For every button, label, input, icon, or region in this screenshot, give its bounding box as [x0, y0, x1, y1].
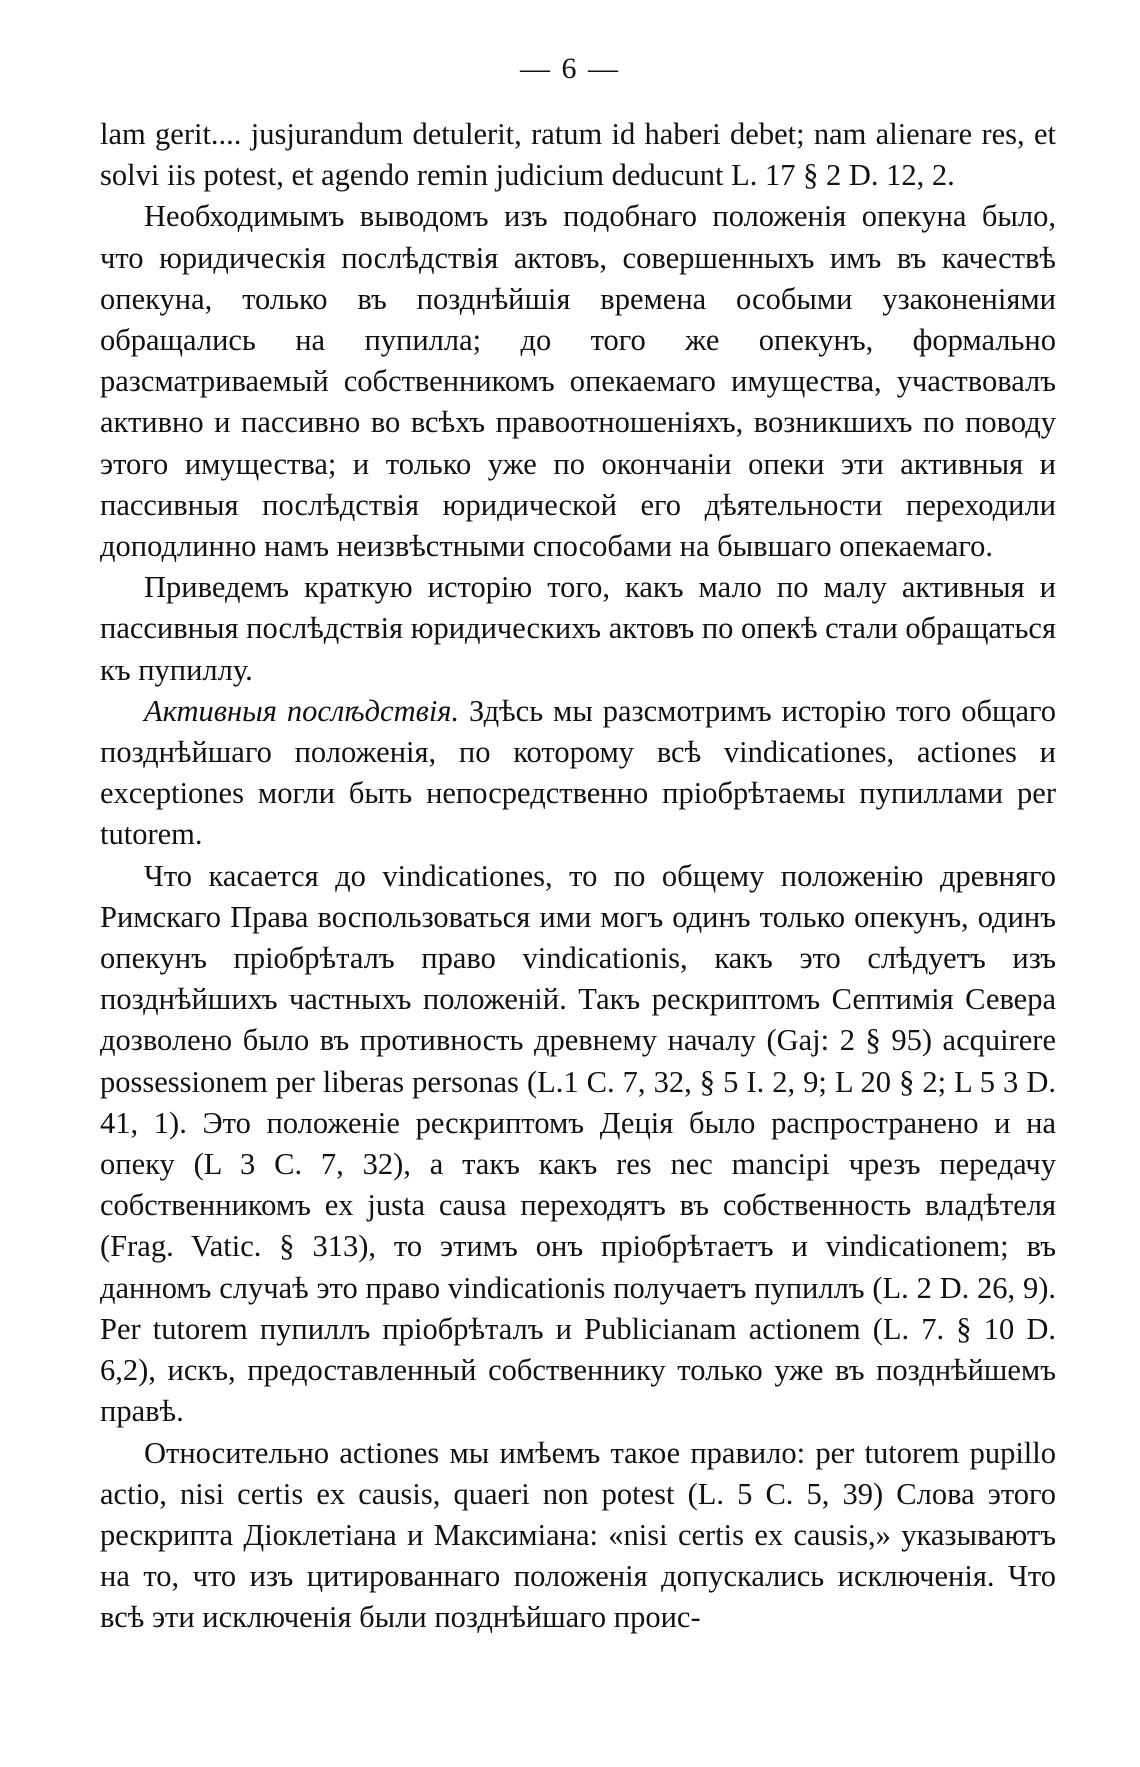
page-number: — 6 —	[520, 52, 620, 85]
paragraph-vindicationes: Что касается до vindicationes, то по общему положенію древняго Римскаго Права воспользоваться ими могъ одинъ только опекунъ, одинъ опекунъ пріобрѣталъ право vindicationis, какъ это слѣдуетъ изъ позднѣйшихъ частныхъ положеній. Такъ рескриптомъ Септимія Севера дозволено было въ противность древнему началу (Gaj: 2 § 95) acquirere possessionem per liberas personas (L.1 C. 7, 32, § 5 I. 2, 9; L 20 § 2; L 5 3 D. 41, 1). Это положеніе рескриптомъ Деція было распространено и на опеку (L 3 C. 7, 32), а такъ какъ res nec mancipi чрезъ передачу собственникомъ ex justa causa переходятъ въ собственность владѣтеля (Frag. Vatic. § 313), то этимъ онъ пріобрѣтаетъ и vindicationem; въ данномъ случаѣ это право vindicationis получаетъ пупиллъ (L. 2 D. 26, 9). Per tutorem пупиллъ пріобрѣталъ и Publicianam actionem (L. 7. § 10 D. 6,2), искъ, предоставленный собственнику только уже въ позднѣйшемъ правѣ.	[100, 858, 1056, 1429]
paragraph-active-text: Здѣсь мы разсмотримъ исторію того общаго позднѣйшаго положенія, по которому всѣ vindicationes, actiones и exceptiones могли быть непосредственно пріобрѣтаемы пупиллами per tutorem.	[100, 693, 1056, 852]
paragraph-consequence: Необходимымъ выводомъ изъ подобнаго положенія опекуна было, что юридическія послѣдствія актовъ, совершенныхъ имъ въ качествѣ опекуна, только въ позднѣйшія времена особыми узаконеніями обращались на пупилла; до того же опекунъ, формально разсматриваемый собственникомъ опекаемаго имущества, участвовалъ активно и пассивно во всѣхъ правоотношеніяхъ, возникшихъ по поводу этого имущества; и только уже по окончаніи опеки эти активныя и пассивныя послѣдствія юридической его дѣятельности переходили доподлинно намъ неизвѣстными способами на бывшаго опекаемаго.	[100, 199, 1056, 564]
paragraph-continuation: lam gerit.... jusjurandum detulerit, ratum id haberi debet; nam alienare res, et solvi iis potest, et agendo remin judicium deducunt L. 17 § 2 D. 12, 2.	[100, 117, 1056, 193]
section-heading-italic: Активныя послѣдствія.	[144, 693, 460, 728]
paragraph-active-consequences	[100, 691, 1056, 856]
body-text	[100, 114, 1056, 1639]
paragraph-actiones: Относительно actiones мы имѣемъ такое правило: per tutorem pupillo actio, nisi certis ex causis, quaeri non potest (L. 5 C. 5, 39) Слова этого рескрипта Діоклетіана и Максиміана: «nisi certis ex causis,» указываютъ на то, что изъ цитированнаго положенія допускались исключенія. Что всѣ эти исключенія были позднѣйшаго проис-	[100, 1435, 1056, 1635]
paragraph-history-intro: Приведемъ краткую исторію того, какъ мало по малу активныя и пассивныя послѣдствія юридическихъ актовъ по опекѣ стали обращаться къ пупиллу.	[100, 570, 1056, 687]
